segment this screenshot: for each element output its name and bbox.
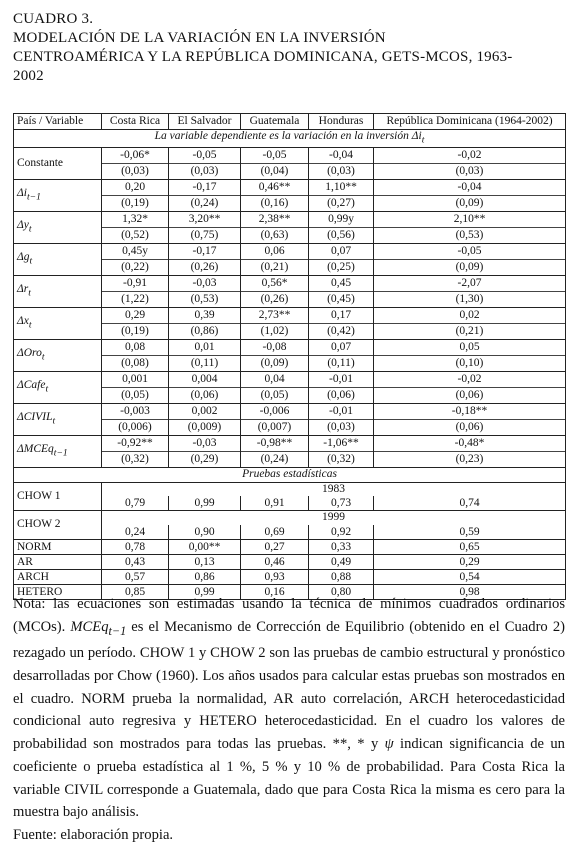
- coefficient-cell: [102, 403, 169, 435]
- coefficient-cell: [169, 307, 241, 339]
- coefficient-cell: [309, 403, 374, 435]
- coefficient-cell: [241, 243, 309, 275]
- standard-error-value: (0,007): [241, 419, 308, 435]
- standard-error-value: (0,29): [169, 451, 240, 467]
- standard-error-value: (0,08): [102, 355, 168, 371]
- test-value: 0,98: [374, 584, 566, 599]
- variable-name: $\Delta i_{t-1}$: [14, 179, 102, 211]
- coefficient-value: -0,04: [329, 148, 353, 161]
- standard-error-value: (1,22): [102, 291, 168, 307]
- test-value: 0,43: [102, 554, 169, 569]
- coefficient-cell: [309, 211, 374, 243]
- chow1-value: 0,99: [169, 496, 241, 511]
- chow2-value: 0,59: [374, 525, 566, 540]
- header-guatemala: Guatemala: [241, 114, 309, 130]
- variable-name: ΔMCEq$_{t-1}$: [14, 435, 102, 467]
- test-value: 0,80: [309, 584, 374, 599]
- standard-error-value: (0,06): [374, 419, 565, 435]
- coefficient-value: -0,08: [262, 340, 287, 353]
- coefficient-cell: [374, 179, 566, 211]
- coefficient-value: 0,05: [459, 340, 480, 353]
- test-value: 0,13: [169, 554, 241, 569]
- coefficient-value: 0,20: [124, 180, 146, 193]
- variable-name: $\Delta x_t$: [14, 307, 102, 339]
- standard-error-value: (0,11): [169, 355, 240, 371]
- coefficient-value: 0,29: [124, 308, 146, 321]
- coefficient-cell: [374, 147, 566, 179]
- coefficient-cell: [309, 435, 374, 467]
- standard-error-value: (0,03): [309, 419, 373, 435]
- regression-table: [13, 113, 566, 600]
- standard-error-value: (0,45): [309, 291, 373, 307]
- header-honduras: Honduras: [309, 114, 374, 130]
- coefficient-value: -0,02: [457, 372, 482, 385]
- coefficient-cell: [374, 371, 566, 403]
- coefficient-value: 0,004: [191, 372, 218, 385]
- coefficient-cell: [169, 179, 241, 211]
- standard-error-value: (0,21): [374, 323, 565, 339]
- coefficient-cell: [241, 339, 309, 371]
- table-row: [14, 147, 566, 179]
- coefficient-cell: [309, 243, 374, 275]
- standard-error-value: (0,09): [374, 259, 565, 275]
- title-line-2: MODELACIÓN DE LA VARIACIÓN EN LA INVERSIÓN: [13, 30, 386, 46]
- standard-error-value: (0,26): [241, 291, 308, 307]
- test-value: 0,65: [374, 539, 566, 554]
- standard-error-value: (0,09): [374, 195, 565, 211]
- standard-error-value: (0,26): [169, 259, 240, 275]
- coefficient-value: 0,45y: [122, 244, 148, 257]
- coefficient-cell: [102, 211, 169, 243]
- table-row: [14, 179, 566, 211]
- coefficient-value: 0,07: [330, 244, 352, 257]
- coefficient-value: -0,01: [329, 372, 353, 385]
- dependent-variable-row: [14, 130, 566, 148]
- coefficient-value: -0,17: [192, 244, 217, 257]
- standard-error-value: (0,06): [374, 387, 565, 403]
- coefficient-value: -0,003: [120, 404, 150, 417]
- table-row: [14, 371, 566, 403]
- coefficient-value: 0,001: [122, 372, 148, 385]
- standard-error-value: (0,75): [169, 227, 240, 243]
- coefficient-cell: [241, 435, 309, 467]
- standard-error-value: (0,19): [102, 323, 168, 339]
- standard-error-value: (0,05): [102, 387, 168, 403]
- variable-name: ΔCafe$_t$: [14, 371, 102, 403]
- coefficient-value: -0,01: [329, 404, 353, 417]
- coefficient-value: 0,02: [459, 308, 480, 321]
- header-costa-rica: Costa Rica: [102, 114, 169, 130]
- standard-error-value: (0,63): [241, 227, 308, 243]
- coefficient-cell: [102, 435, 169, 467]
- note-paragraph: Nota: las ecuaciones son estimadas usando la técnica de mínimos cuadrados ordinarios (MCOs). MCEq$_{t-1}$ es el Mecanismo de Corrección de Equilibrio (obtenido en el Cuadro 2) rezagado un período. CHOW 1 y CHOW 2 son las pruebas de cambio estructural y pronóstico desarrolladas por Chow (1960). Los años usados para calcular estas pruebas son mostrados en el cuadro. NORM prueba la normalidad, AR auto correlación, ARCH heterocedasticidad condicional auto regresiva y HETERO heterocedasticidad. En el cuadro los valores de probabilidad son mostrados para todas las pruebas. **, * y ψ indican significancia de un coeficiente o prueba estadística al 1 %, 5 % y 10 % de probabilidad. Para Costa Rica la variable CIVIL corresponde a Guatemala, dado que para Costa Rica la misma es cero para la muestra bajo análisis.: [13, 596, 565, 821]
- test-value: 0,93: [241, 569, 309, 584]
- coefficient-cell: [102, 147, 169, 179]
- coefficient-cell: [169, 147, 241, 179]
- standard-error-value: (0,06): [309, 387, 373, 403]
- test-value: 0,99: [169, 584, 241, 599]
- standard-error-value: (0,05): [241, 387, 308, 403]
- tests-section-label: Pruebas estadísticas: [14, 467, 566, 482]
- dependent-variable-note: La variable dependiente es la variación en la inversión $\Delta i_t$: [14, 130, 566, 148]
- source-line: Fuente: elaboración propia.: [13, 826, 174, 843]
- coefficient-cell: [241, 147, 309, 179]
- coefficient-value: 0,46**: [258, 180, 291, 193]
- standard-error-value: (0,53): [374, 227, 565, 243]
- coefficient-cell: [241, 371, 309, 403]
- coefficient-value: 0,08: [124, 340, 146, 353]
- variable-name: Constante: [14, 147, 102, 179]
- test-row: [14, 539, 566, 554]
- standard-error-value: (0,10): [374, 355, 565, 371]
- coefficient-value: -1,06**: [323, 436, 359, 449]
- standard-error-value: (0,52): [102, 227, 168, 243]
- coefficient-value: 1,32*: [122, 212, 148, 225]
- test-value: 0,54: [374, 569, 566, 584]
- test-value: 0,29: [374, 554, 566, 569]
- standard-error-value: (0,53): [169, 291, 240, 307]
- coefficient-value: 0,39: [194, 308, 215, 321]
- coefficient-cell: [169, 275, 241, 307]
- table-row: [14, 275, 566, 307]
- coefficient-cell: [102, 275, 169, 307]
- coefficient-value: 2,10**: [453, 212, 486, 225]
- coefficient-cell: [102, 339, 169, 371]
- standard-error-value: (0,06): [169, 387, 240, 403]
- test-value: 0,27: [241, 539, 309, 554]
- variable-name: $\Delta y_t$: [14, 211, 102, 243]
- chow1-value: 0,79: [102, 496, 169, 511]
- standard-error-value: (1,02): [241, 323, 308, 339]
- coefficient-cell: [169, 435, 241, 467]
- table-notes: [13, 593, 565, 847]
- coefficient-cell: [374, 403, 566, 435]
- coefficient-value: 0,56*: [261, 276, 288, 289]
- chow2-value: 0,69: [241, 525, 309, 540]
- test-value: 0,33: [309, 539, 374, 554]
- standard-error-value: (0,24): [241, 451, 308, 467]
- coefficient-cell: [309, 339, 374, 371]
- coefficient-cell: [169, 211, 241, 243]
- coefficient-cell: [374, 339, 566, 371]
- coefficient-cell: [309, 307, 374, 339]
- title-line-3: CENTROAMÉRICA Y LA REPÚBLICA DOMINICANA, GETS-MCOS, 1963-: [13, 49, 513, 65]
- standard-error-value: (0,23): [374, 451, 565, 467]
- coefficient-value: 0,002: [191, 404, 218, 417]
- title-line-1: CUADRO 3.: [13, 11, 94, 27]
- header-row: [14, 114, 566, 130]
- coefficient-value: 0,07: [330, 340, 352, 353]
- coefficient-value: 2,38**: [258, 212, 291, 225]
- coefficient-value: -0,98**: [256, 436, 293, 449]
- test-value: 0,49: [309, 554, 374, 569]
- chow1-label: CHOW 1: [14, 482, 102, 511]
- coefficient-cell: [169, 243, 241, 275]
- coefficient-cell: [309, 179, 374, 211]
- coefficient-value: -0,18**: [451, 404, 488, 417]
- coefficient-value: -0,05: [262, 148, 287, 161]
- coefficient-cell: [102, 179, 169, 211]
- chow1-year: 1983: [102, 482, 566, 496]
- coefficient-value: 2,73**: [258, 308, 291, 321]
- standard-error-value: (0,56): [309, 227, 373, 243]
- standard-error-value: (0,24): [169, 195, 240, 211]
- coefficient-value: -0,05: [192, 148, 217, 161]
- coefficient-value: 3,20**: [188, 212, 221, 225]
- coefficient-value: -0,03: [192, 276, 217, 289]
- test-value: 0,16: [241, 584, 309, 599]
- test-value: 0,46: [241, 554, 309, 569]
- coefficient-cell: [241, 211, 309, 243]
- chow1-year-row: [14, 482, 566, 496]
- chow1-value: 0,91: [241, 496, 309, 511]
- table-row: [14, 435, 566, 467]
- variable-name: $\Delta g_t$: [14, 243, 102, 275]
- coefficient-value: 0,06: [264, 244, 285, 257]
- coefficient-cell: [169, 403, 241, 435]
- coefficient-cell: [102, 307, 169, 339]
- header-el-salvador: El Salvador: [169, 114, 241, 130]
- test-label: AR: [14, 554, 102, 569]
- standard-error-value: (0,16): [241, 195, 308, 211]
- coefficient-cell: [169, 371, 241, 403]
- standard-error-value: (0,32): [309, 451, 373, 467]
- coefficient-value: 0,17: [330, 308, 352, 321]
- standard-error-value: (0,04): [241, 163, 308, 179]
- header-variable: País / Variable: [14, 114, 102, 130]
- standard-error-value: (0,32): [102, 451, 168, 467]
- standard-error-value: (0,11): [309, 355, 373, 371]
- standard-error-value: (0,006): [102, 419, 168, 435]
- table-row: [14, 211, 566, 243]
- standard-error-value: (0,03): [169, 163, 240, 179]
- standard-error-value: (0,09): [241, 355, 308, 371]
- standard-error-value: (0,86): [169, 323, 240, 339]
- coefficient-value: -0,02: [457, 148, 482, 161]
- test-row: [14, 554, 566, 569]
- test-label: ARCH: [14, 569, 102, 584]
- standard-error-value: (0,25): [309, 259, 373, 275]
- standard-error-value: (0,21): [241, 259, 308, 275]
- standard-error-value: (0,009): [169, 419, 240, 435]
- variable-name: $\Delta r_t$: [14, 275, 102, 307]
- coefficient-value: -0,91: [123, 276, 147, 289]
- test-value: 0,88: [309, 569, 374, 584]
- coefficient-cell: [374, 211, 566, 243]
- chow1-value: 0,74: [374, 496, 566, 511]
- chow2-value: 0,90: [169, 525, 241, 540]
- coefficient-cell: [169, 339, 241, 371]
- variable-name: ΔOro$_t$: [14, 339, 102, 371]
- coefficient-cell: [241, 403, 309, 435]
- coefficient-value: 0,01: [194, 340, 215, 353]
- tests-section-row: [14, 467, 566, 482]
- coefficient-cell: [241, 179, 309, 211]
- chow2-year-row: [14, 511, 566, 525]
- coefficient-value: -0,05: [457, 244, 482, 257]
- table-row: [14, 339, 566, 371]
- coefficient-cell: [309, 147, 374, 179]
- coefficient-cell: [309, 371, 374, 403]
- coefficient-cell: [309, 275, 374, 307]
- coefficient-cell: [374, 275, 566, 307]
- coefficient-value: 0,04: [264, 372, 285, 385]
- coefficient-value: -0,03: [192, 436, 217, 449]
- coefficient-value: 1,10**: [325, 180, 357, 193]
- standard-error-value: (0,42): [309, 323, 373, 339]
- coefficient-cell: [102, 371, 169, 403]
- coefficient-value: -0,92**: [117, 436, 153, 449]
- test-value: 0,85: [102, 584, 169, 599]
- coefficient-value: -0,48*: [454, 436, 485, 449]
- table-row: [14, 243, 566, 275]
- test-row: [14, 569, 566, 584]
- title-line-4: 2002: [13, 68, 44, 84]
- coefficient-value: -0,006: [259, 404, 290, 417]
- standard-error-value: (1,30): [374, 291, 565, 307]
- coefficient-value: 0,99y: [328, 212, 354, 225]
- standard-error-value: (0,03): [102, 163, 168, 179]
- standard-error-value: (0,27): [309, 195, 373, 211]
- table-title: [13, 10, 565, 86]
- coefficient-value: -0,06*: [120, 148, 150, 161]
- chow2-label: CHOW 2: [14, 511, 102, 540]
- variable-name: $\Delta CIVIL_t$: [14, 403, 102, 435]
- chow2-year: 1999: [102, 511, 566, 525]
- coefficient-cell: [102, 243, 169, 275]
- coefficient-cell: [241, 307, 309, 339]
- coefficient-cell: [241, 275, 309, 307]
- test-value: 0,57: [102, 569, 169, 584]
- coefficient-value: -0,17: [192, 180, 217, 193]
- coefficient-value: -2,07: [457, 276, 482, 289]
- coefficient-value: -0,04: [457, 180, 482, 193]
- coefficient-cell: [374, 307, 566, 339]
- standard-error-value: (0,22): [102, 259, 168, 275]
- test-value: 0,86: [169, 569, 241, 584]
- table-row: [14, 307, 566, 339]
- test-value: 0,78: [102, 539, 169, 554]
- coefficient-value: 0,45: [330, 276, 352, 289]
- chow1-value: 0,73: [309, 496, 374, 511]
- test-value: 0,00**: [169, 539, 241, 554]
- standard-error-value: (0,19): [102, 195, 168, 211]
- chow2-value: 0,92: [309, 525, 374, 540]
- table-row: [14, 403, 566, 435]
- standard-error-value: (0,03): [309, 163, 373, 179]
- coefficient-cell: [374, 435, 566, 467]
- chow2-value: 0,24: [102, 525, 169, 540]
- test-label: HETERO: [14, 584, 102, 599]
- test-label: NORM: [14, 539, 102, 554]
- coefficient-cell: [374, 243, 566, 275]
- header-republica-dominicana: República Dominicana (1964-2002): [374, 114, 566, 130]
- standard-error-value: (0,03): [374, 163, 565, 179]
